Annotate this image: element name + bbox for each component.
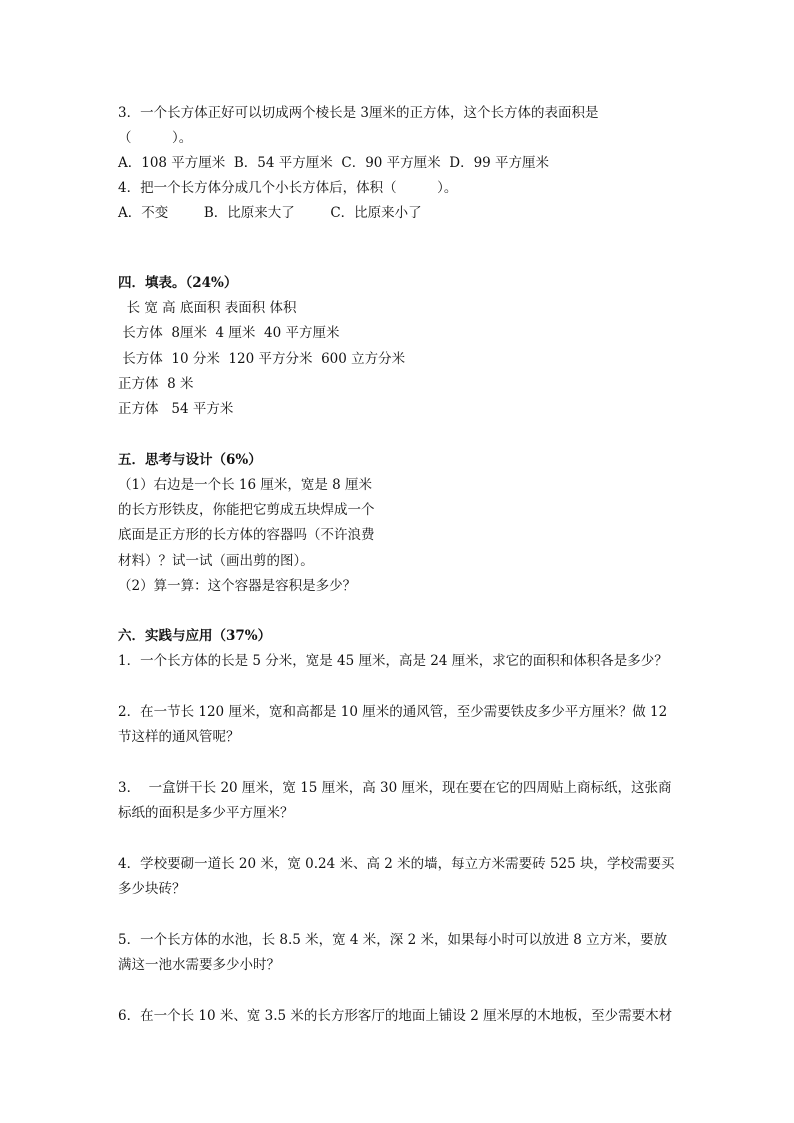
- design-text-line-2: 的长方形铁皮，你能把它剪成五块焊成一个: [118, 502, 375, 518]
- application-6-line-1: 6．在一个长 10 米、宽 3.5 米的长方形客厅的地面上铺设 2 厘米厚的木地板，至少需要木材: [118, 1008, 673, 1024]
- section-5-heading: 五．思考与设计（6%）: [118, 452, 262, 468]
- design-text-line-3: 底面是正方形的长方体的容器吗（不许浪费: [118, 527, 375, 543]
- application-5-line-2: 满这一池水需要多少小时？: [118, 957, 280, 973]
- question-4-stem: 4．把一个长方体分成几个小长方体后，体积（ ）。: [118, 180, 458, 196]
- design-text-line-1: （1）右边是一个长 16 厘米，宽是 8 厘米: [118, 477, 373, 493]
- application-4-line-2: 多少块砖？: [118, 881, 186, 897]
- application-2-line-2: 节这样的通风管呢？: [118, 729, 240, 745]
- question-3-blank: （ ）。: [118, 130, 193, 146]
- question-4-options: A．不变 B．比原来大了 C．比原来小了: [118, 205, 422, 221]
- table-header-row: 长 宽 高 底面积 表面积 体积: [118, 300, 297, 316]
- design-text-line-4: 材料）？试一试（画出剪的图）。: [118, 553, 314, 569]
- table-row-2: 长方体 10 分米 120 平方分米 600 立方分米: [118, 351, 406, 367]
- question-3-stem: 3．一个长方体正好可以切成两个棱长是 3厘米的正方体，这个长方体的表面积是: [118, 105, 599, 121]
- application-2-line-1: 2．在一节长 120 厘米，宽和高都是 10 厘米的通风管，至少需要铁皮多少平方厘米？做 12: [118, 704, 668, 720]
- application-5-line-1: 5．一个长方体的水池，长 8.5 米，宽 4 米，深 2 米，如果每小时可以放进 8 立方米，要放: [118, 932, 668, 948]
- section-4-heading: 四．填表。（24%）: [118, 275, 238, 291]
- application-4-line-1: 4．学校要砌一道长 20 米，宽 0.24 米、高 2 米的墙，每立方米需要砖 525 块，学校需要买: [118, 856, 675, 872]
- application-3-line-2: 标纸的面积是多少平方厘米？: [118, 805, 294, 821]
- section-6-heading: 六．实践与应用（37%）: [118, 628, 272, 644]
- application-1: 1．一个长方体的长是 5 分米，宽是 45 厘米，高是 24 厘米，求它的面积和体积各是多少？: [118, 653, 668, 669]
- application-3-line-1: 3． 一盒饼干长 20 厘米，宽 15 厘米，高 30 厘米，现在要在它的四周贴上商标纸，这张商: [118, 780, 672, 796]
- question-3-options: A．108 平方厘米 B．54 平方厘米 C．90 平方厘米 D．99 平方厘米: [118, 155, 550, 171]
- table-row-3: 正方体 8 米: [118, 376, 194, 392]
- table-row-4: 正方体 54 平方米: [118, 401, 234, 417]
- table-row-1: 长方体 8厘米 4 厘米 40 平方厘米: [118, 325, 340, 341]
- design-text-line-5: （2）算一算：这个容器是容积是多少？: [118, 578, 357, 594]
